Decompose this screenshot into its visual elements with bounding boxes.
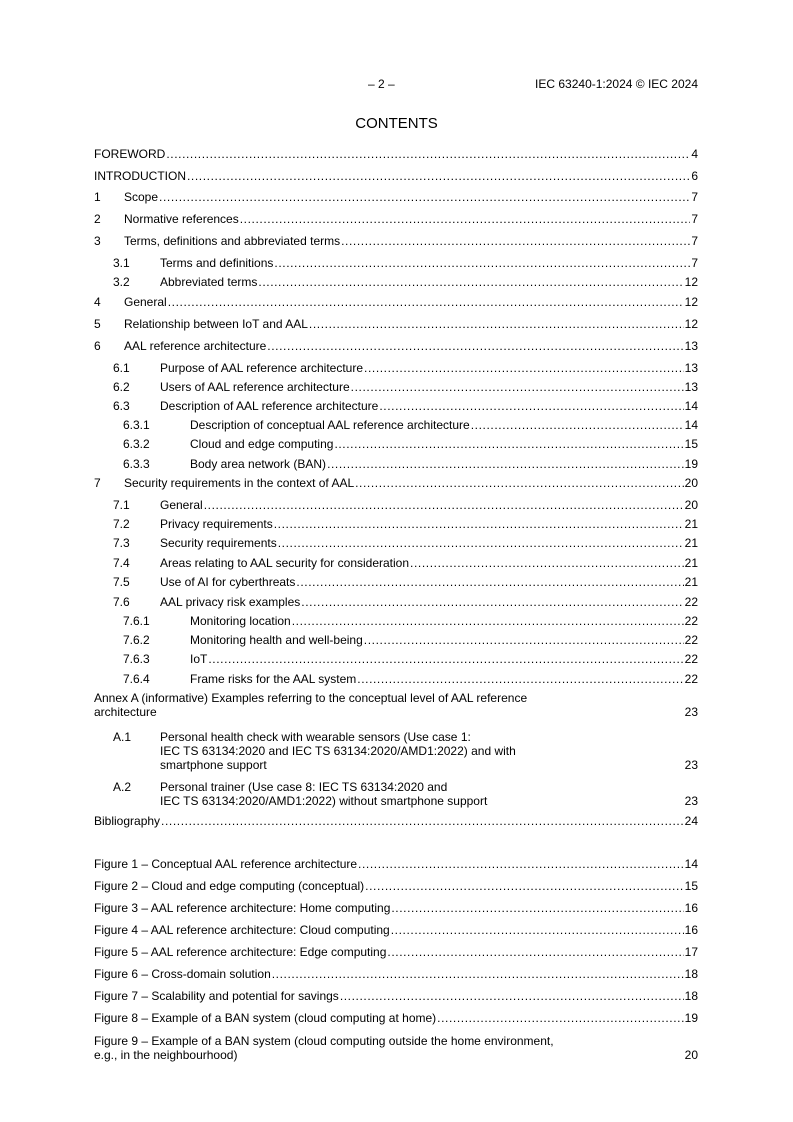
dot-leader — [272, 967, 684, 982]
toc-entry-title: Normative references — [124, 212, 239, 226]
toc-entry-number: 7.6 — [113, 595, 130, 609]
dot-leader — [327, 457, 684, 472]
toc-entry-title: Description of conceptual AAL reference architecture — [190, 418, 470, 432]
toc-entry-page: 14 — [684, 399, 698, 413]
dot-leader — [161, 814, 684, 829]
toc-entry-number: 6.3.3 — [123, 457, 150, 471]
toc-entry-page: 13 — [684, 339, 698, 353]
dot-leader — [379, 399, 683, 414]
contents-title: CONTENTS — [355, 115, 438, 132]
figure-entry-page: 16 — [684, 901, 698, 915]
toc-entry-number: 3 — [94, 234, 101, 248]
toc-entry-number: 7.2 — [113, 517, 130, 531]
toc-entry[interactable] — [94, 339, 698, 354]
toc-entry-page: 7 — [691, 212, 698, 226]
toc-entry-number: 5 — [94, 317, 101, 331]
toc-entry-page: 12 — [684, 317, 698, 331]
toc-entry-number: 7.6.1 — [123, 614, 150, 628]
toc-entry-title: FOREWORD — [94, 147, 166, 161]
figure-entry-title: Figure 2 – Cloud and edge computing (conceptual) — [94, 879, 365, 893]
figure-entry-page: 14 — [684, 857, 698, 871]
toc-entry-page: 22 — [684, 633, 698, 647]
toc-entry[interactable] — [94, 399, 698, 414]
toc-entry-title: General — [124, 295, 167, 309]
figure-entry-title: Figure 4 – AAL reference architecture: Cloud computing — [94, 923, 390, 937]
dot-leader — [387, 945, 683, 960]
dot-leader — [358, 857, 684, 872]
dot-leader — [391, 923, 684, 938]
annex-entry-title-line: Personal health check with wearable sensors (Use case 1: — [160, 730, 471, 744]
toc-entry-title: INTRODUCTION — [94, 169, 186, 183]
dot-leader — [274, 256, 690, 271]
dot-leader — [351, 380, 684, 395]
toc-bibliography[interactable] — [94, 814, 698, 829]
toc-entry-page: 7 — [691, 190, 698, 204]
standard-reference: IEC 63240-1:2024 © IEC 2024 — [535, 77, 698, 91]
toc-entry-number: 6.3 — [113, 399, 130, 413]
toc-entry-number: 6.1 — [113, 361, 130, 375]
dot-leader — [292, 614, 684, 629]
toc-entry-title: IoT — [190, 652, 208, 666]
toc-entry[interactable] — [94, 275, 698, 290]
toc-entry-page: 7 — [691, 234, 698, 248]
figure-entry[interactable] — [94, 967, 698, 982]
toc-entry-page: 15 — [684, 437, 698, 451]
toc-entry-page: 6 — [691, 169, 698, 183]
figure-entry-title: Figure 3 – AAL reference architecture: Home computing — [94, 901, 391, 915]
dot-leader — [471, 418, 684, 433]
dot-leader — [301, 595, 683, 610]
dot-leader — [296, 575, 683, 590]
toc-entry-number: 3.2 — [113, 275, 130, 289]
toc-entry-number: 6.2 — [113, 380, 130, 394]
annex-entry-title-line: IEC TS 63134:2020 and IEC TS 63134:2020/AMD1:2022) and with — [160, 744, 516, 758]
toc-entry-page: 4 — [691, 147, 698, 161]
figure-entry[interactable] — [94, 901, 698, 916]
toc-entry-page: 20 — [684, 498, 698, 512]
toc-entry-number: A.1 — [113, 730, 132, 744]
toc-entry-title: Security requirements in the context of AAL — [124, 476, 355, 490]
toc-entry-number: 7.6.3 — [123, 652, 150, 666]
dot-leader — [278, 536, 684, 551]
toc-entry[interactable] — [94, 556, 698, 571]
toc-entry-title: Monitoring health and well-being — [190, 633, 363, 647]
toc-entry-page: 23 — [684, 794, 698, 808]
toc-entry-number: 7.4 — [113, 556, 130, 570]
annex-entry-title-line: Personal trainer (Use case 8: IEC TS 63134:2020 and — [160, 780, 448, 794]
toc-entry-number: 4 — [94, 295, 101, 309]
dot-leader — [410, 556, 684, 571]
toc-entry[interactable] — [94, 190, 698, 205]
dot-leader — [238, 1048, 683, 1062]
toc-entry-title: Abbreviated terms — [160, 275, 258, 289]
toc-entry[interactable] — [94, 361, 698, 376]
dot-leader — [309, 317, 684, 332]
toc-entry[interactable] — [94, 418, 698, 433]
toc-entry-number: 6.3.2 — [123, 437, 150, 451]
toc-entry-title: Users of AAL reference architecture — [160, 380, 350, 394]
toc-entry[interactable] — [94, 256, 698, 271]
toc-entry-number: 3.1 — [113, 256, 130, 270]
dot-leader — [340, 989, 684, 1004]
toc-entry[interactable] — [94, 295, 698, 310]
toc-entry-page: 21 — [684, 556, 698, 570]
toc-entry[interactable] — [94, 498, 698, 513]
toc-entry-page: 22 — [684, 652, 698, 666]
toc-entry-number: 7.1 — [113, 498, 130, 512]
toc-entry-title: Areas relating to AAL security for consideration — [160, 556, 410, 570]
toc-entry-page: 21 — [684, 536, 698, 550]
dot-leader — [208, 652, 683, 667]
figure-entry[interactable] — [94, 879, 698, 894]
toc-entry[interactable] — [94, 234, 698, 249]
dot-leader — [355, 476, 684, 491]
dot-leader — [159, 190, 690, 205]
figure-entry-title-line: e.g., in the neighbourhood) — [94, 1048, 238, 1062]
page-number: – 2 – — [368, 77, 395, 91]
toc-entry-page: 13 — [684, 361, 698, 375]
page-header — [94, 77, 698, 93]
dot-leader — [158, 705, 684, 719]
figure-entry-title: Figure 8 – Example of a BAN system (cloud computing at home) — [94, 1011, 437, 1025]
dot-leader — [341, 234, 690, 249]
dot-leader — [267, 339, 683, 354]
toc-entry[interactable] — [94, 212, 698, 227]
toc-entry[interactable] — [94, 672, 698, 687]
toc-entry-title: AAL privacy risk examples — [160, 595, 301, 609]
toc-entry-title: Frame risks for the AAL system — [190, 672, 357, 686]
toc-entry-number: 7 — [94, 476, 101, 490]
toc-entry-number: 7.3 — [113, 536, 130, 550]
toc-entry[interactable] — [94, 614, 698, 629]
toc-entry-page: 13 — [684, 380, 698, 394]
toc-entry-title: Cloud and edge computing — [190, 437, 334, 451]
toc-entry[interactable] — [94, 317, 698, 332]
figure-entry-page: 15 — [684, 879, 698, 893]
annex-entry-title-line: smartphone support — [160, 758, 267, 772]
dot-leader — [364, 361, 684, 376]
toc-bibliography-title: Bibliography — [94, 814, 161, 828]
toc-entry[interactable] — [94, 633, 698, 648]
dot-leader — [187, 169, 690, 184]
toc-entry-page: 20 — [684, 476, 698, 490]
toc-entry[interactable] — [94, 595, 698, 610]
dot-leader — [488, 794, 683, 808]
toc-entry-number: 7.5 — [113, 575, 130, 589]
annex-title-line: Annex A (informative) Examples referring to the conceptual level of AAL reference — [94, 691, 528, 705]
figure-entry-title: Figure 6 – Cross-domain solution — [94, 967, 271, 981]
figure-entry-page: 17 — [684, 945, 698, 959]
toc-entry[interactable] — [94, 147, 698, 162]
dot-leader — [166, 147, 690, 162]
toc-entry-page: 12 — [684, 275, 698, 289]
toc-entry-page: 22 — [684, 614, 698, 628]
toc-entry-title: Terms and definitions — [160, 256, 274, 270]
toc-entry-page: 23 — [684, 758, 698, 772]
figure-entry-title: Figure 5 – AAL reference architecture: Edge computing — [94, 945, 387, 959]
toc-entry-title: AAL reference architecture — [124, 339, 267, 353]
toc-entry-page: 14 — [684, 418, 698, 432]
toc-entry-title: Relationship between IoT and AAL — [124, 317, 308, 331]
dot-leader — [240, 212, 691, 227]
toc-entry[interactable] — [94, 476, 698, 491]
toc-entry-number: 6 — [94, 339, 101, 353]
toc-entry[interactable] — [94, 536, 698, 551]
dot-leader — [204, 498, 684, 513]
dot-leader — [357, 672, 683, 687]
toc-entry-title: Privacy requirements — [160, 517, 273, 531]
dot-leader — [274, 517, 684, 532]
toc-entry-title: Terms, definitions and abbreviated terms — [124, 234, 341, 248]
toc-entry-title: Scope — [124, 190, 159, 204]
toc-entry-number: 7.6.4 — [123, 672, 150, 686]
toc-entry[interactable] — [94, 517, 698, 532]
toc-entry-number: 7.6.2 — [123, 633, 150, 647]
figure-entry-title: Figure 7 – Scalability and potential for savings — [94, 989, 339, 1003]
dot-leader — [365, 879, 683, 894]
toc-entry[interactable] — [94, 380, 698, 395]
toc-entry-page: 12 — [684, 295, 698, 309]
toc-entry[interactable] — [94, 652, 698, 667]
toc-entry-number: 1 — [94, 190, 101, 204]
dot-leader — [364, 633, 684, 648]
toc-bibliography-page: 24 — [684, 814, 698, 828]
toc-entry-page: 7 — [691, 256, 698, 270]
figure-entry-page: 20 — [684, 1048, 698, 1062]
figure-entry[interactable] — [94, 923, 698, 938]
figure-entry[interactable] — [94, 857, 698, 872]
dot-leader — [268, 758, 684, 772]
toc-entry-page: 21 — [684, 575, 698, 589]
dot-leader — [168, 295, 684, 310]
figure-entry-page: 19 — [684, 1011, 698, 1025]
toc-entry[interactable] — [94, 437, 698, 452]
toc-entry-number: A.2 — [113, 780, 132, 794]
toc-entry-page: 19 — [684, 457, 698, 471]
figure-entry[interactable] — [94, 989, 698, 1004]
toc-entry-page: 23 — [684, 705, 698, 719]
annex-title-line: architecture — [94, 705, 157, 719]
toc-entry-title: Purpose of AAL reference architecture — [160, 361, 364, 375]
toc-entry-page: 21 — [684, 517, 698, 531]
toc-entry-title: Monitoring location — [190, 614, 291, 628]
dot-leader — [258, 275, 683, 290]
dot-leader — [334, 437, 683, 452]
figure-entry-page: 18 — [684, 967, 698, 981]
toc-entry[interactable] — [94, 575, 698, 590]
toc-entry-number: 6.3.1 — [123, 418, 150, 432]
dot-leader — [437, 1011, 683, 1026]
figure-entry-page: 18 — [684, 989, 698, 1003]
toc-entry[interactable] — [94, 457, 698, 472]
toc-entry-page: 22 — [684, 595, 698, 609]
figure-entry[interactable] — [94, 945, 698, 960]
toc-entry-title: Description of AAL reference architecture — [160, 399, 379, 413]
toc-entry[interactable] — [94, 169, 698, 184]
figure-entry-page: 16 — [684, 923, 698, 937]
toc-entry-title: Security requirements — [160, 536, 277, 550]
toc-entry-title: General — [160, 498, 203, 512]
toc-entry-page: 22 — [684, 672, 698, 686]
toc-entry-title: Body area network (BAN) — [190, 457, 327, 471]
annex-entry-title-line: IEC TS 63134:2020/AMD1:2022) without smartphone support — [160, 794, 488, 808]
toc-entry-title: Use of AI for cyberthreats — [160, 575, 296, 589]
figure-entry-title-line: Figure 9 – Example of a BAN system (cloud computing outside the home environment, — [94, 1034, 554, 1048]
toc-entry-number: 2 — [94, 212, 101, 226]
figure-entry[interactable] — [94, 1011, 698, 1026]
dot-leader — [391, 901, 683, 916]
figure-entry-title: Figure 1 – Conceptual AAL reference architecture — [94, 857, 358, 871]
